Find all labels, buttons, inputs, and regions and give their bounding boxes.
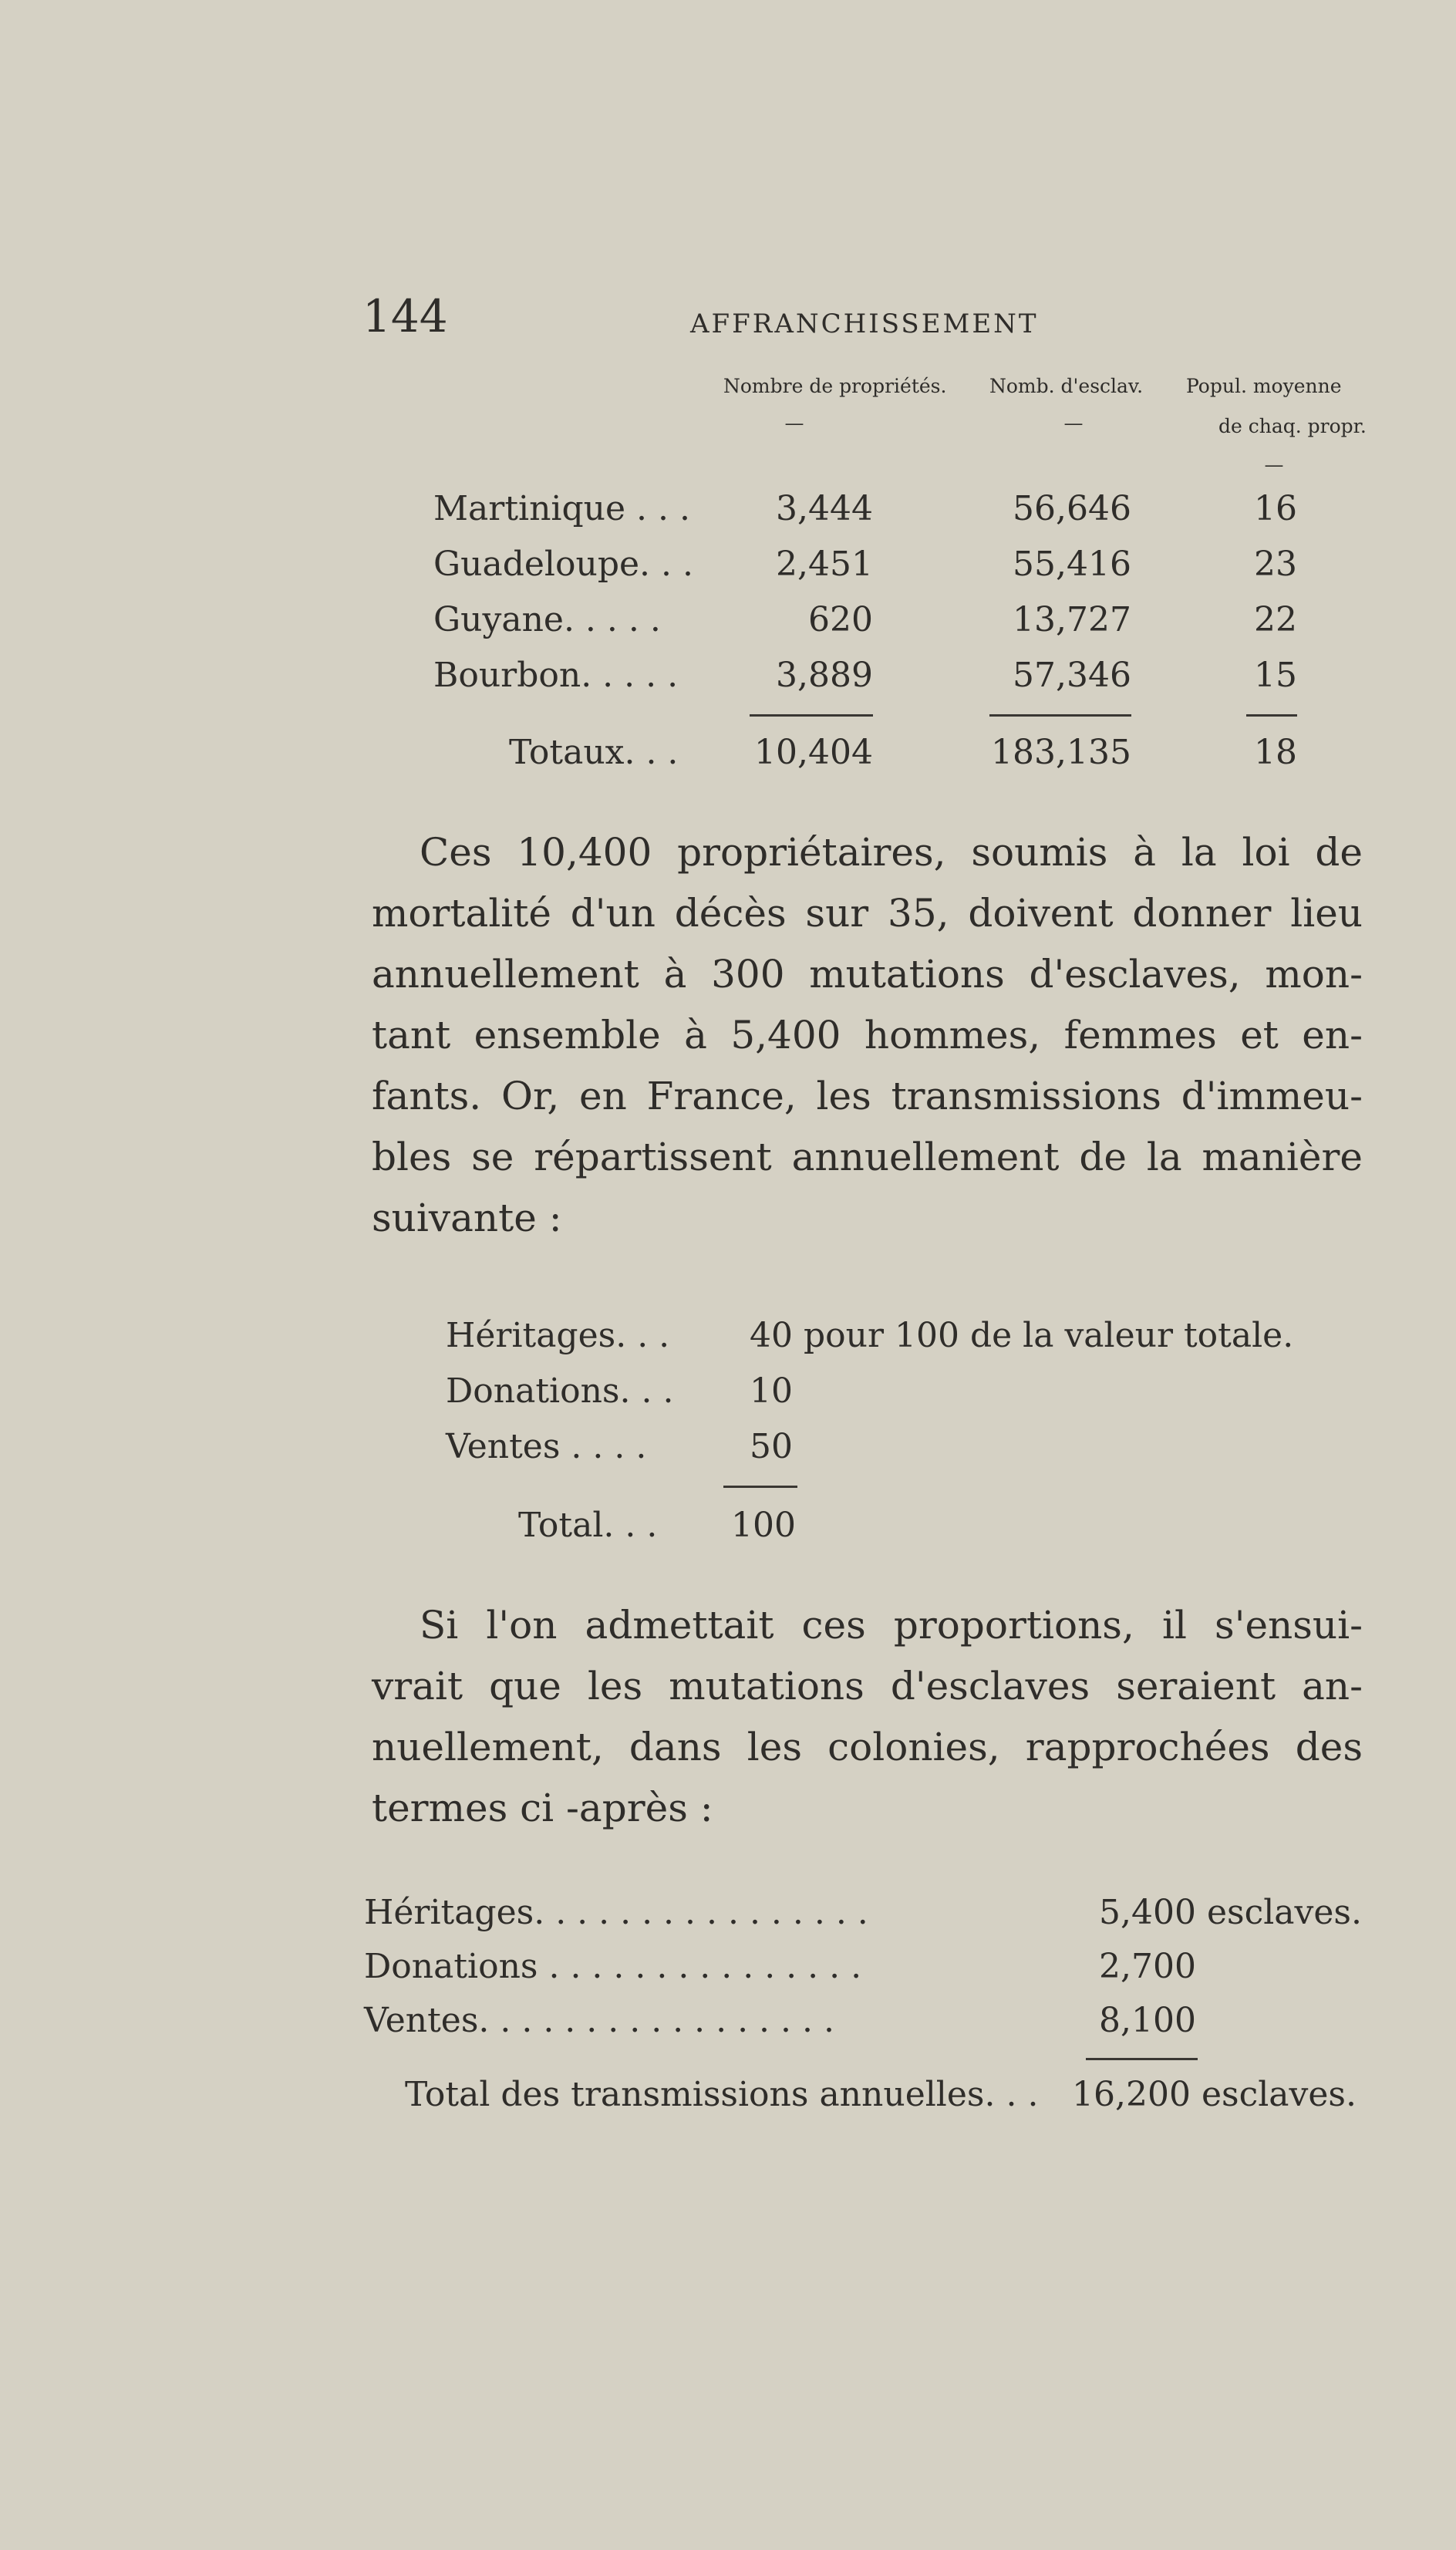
text-line: fants. Or, en France, les transmissions d'immeu- (372, 1074, 1363, 1118)
text-line: Si l'on admettait ces proportions, il s'ensui- (420, 1603, 1363, 1648)
col-header-properties: Nombre de propriétés. (723, 375, 947, 397)
cell-properties: 620 (808, 600, 873, 639)
total-label: Total. . . (518, 1506, 658, 1545)
cell-slaves: 57,346 (1013, 656, 1131, 695)
total-rule-properties (750, 714, 873, 717)
cell-average: 16 (1254, 489, 1297, 528)
total-value: 100 (731, 1506, 796, 1545)
total-average: 18 (1254, 733, 1297, 772)
text-line: vrait que les mutations d'esclaves seraient an- (372, 1664, 1363, 1708)
row-label: Bourbon. . . . . (433, 656, 679, 695)
row-label: Héritages. . . (446, 1316, 670, 1355)
total-rule-average (1246, 714, 1297, 717)
row-label: Héritages. . . . . . . . . . . . . . . . (364, 1893, 868, 1932)
row-label: Ventes . . . . (446, 1427, 647, 1466)
page-number: 144 (362, 290, 448, 342)
cell-average: 22 (1254, 600, 1297, 639)
text-line: tant ensemble à 5,400 hommes, femmes et en- (372, 1013, 1363, 1057)
cell-properties: 3,444 (776, 489, 873, 528)
row-value: 2,700 (1099, 1947, 1196, 1986)
cell-average: 15 (1254, 656, 1297, 695)
row-label: Donations. . . (446, 1371, 674, 1411)
total-rule (1086, 2058, 1198, 2060)
total-slaves: 183,135 (991, 733, 1131, 772)
cell-slaves: 13,727 (1013, 600, 1131, 639)
row-value: 5,400 esclaves. (1099, 1893, 1362, 1932)
total-rule (723, 1486, 797, 1488)
row-label: Donations . . . . . . . . . . . . . . . (364, 1947, 862, 1986)
row-value: 8,100 (1099, 2001, 1196, 2040)
total-rule-slaves (989, 714, 1131, 717)
cell-average: 23 (1254, 545, 1297, 584)
cell-properties: 2,451 (776, 545, 873, 584)
row-value: 10 (750, 1371, 793, 1411)
cell-slaves: 56,646 (1013, 489, 1131, 528)
text-line: mortalité d'un décès sur 35, doivent donner lieu (372, 891, 1363, 936)
row-label: Guyane. . . . . (433, 600, 661, 639)
row-label: Guadeloupe. . . (433, 545, 693, 584)
col-header-average-line1: Popul. moyenne (1186, 375, 1342, 397)
text-line: nuellement, dans les colonies, rapprochées des (372, 1725, 1363, 1769)
row-value: 50 (750, 1427, 793, 1466)
text-line: bles se répartissent annuellement de la manière (372, 1135, 1363, 1179)
paragraph-2 (372, 1595, 1363, 1839)
row-label: Martinique . . . (433, 489, 690, 528)
paragraph-1 (372, 822, 1363, 1249)
total-value: 16,200 esclaves. (1072, 2075, 1357, 2114)
col-header-slaves: Nomb. d'esclav. (989, 375, 1144, 397)
running-title: AFFRANCHISSEMENT (690, 309, 1039, 339)
cell-properties: 3,889 (776, 656, 873, 695)
text-line: termes ci -après : (372, 1786, 713, 1830)
total-properties: 10,404 (754, 733, 873, 772)
total-label: Totaux. . . (509, 733, 679, 772)
cell-slaves: 55,416 (1013, 545, 1131, 584)
col-header-dash-average: — (1264, 454, 1284, 476)
col-header-dash-properties: — (784, 412, 804, 434)
row-label: Ventes. . . . . . . . . . . . . . . . . (364, 2001, 834, 2040)
col-header-average-line2: de chaq. propr. (1218, 415, 1367, 437)
text-line: suivante : (372, 1196, 562, 1240)
text-line: Ces 10,400 propriétaires, soumis à la loi de (420, 830, 1363, 875)
text-line: annuellement à 300 mutations d'esclaves, mon- (372, 952, 1363, 997)
total-label: Total des transmissions annuelles. . . (405, 2075, 1039, 2114)
col-header-dash-slaves: — (1063, 412, 1084, 434)
row-value: 40 pour 100 de la valeur totale. (750, 1316, 1294, 1355)
